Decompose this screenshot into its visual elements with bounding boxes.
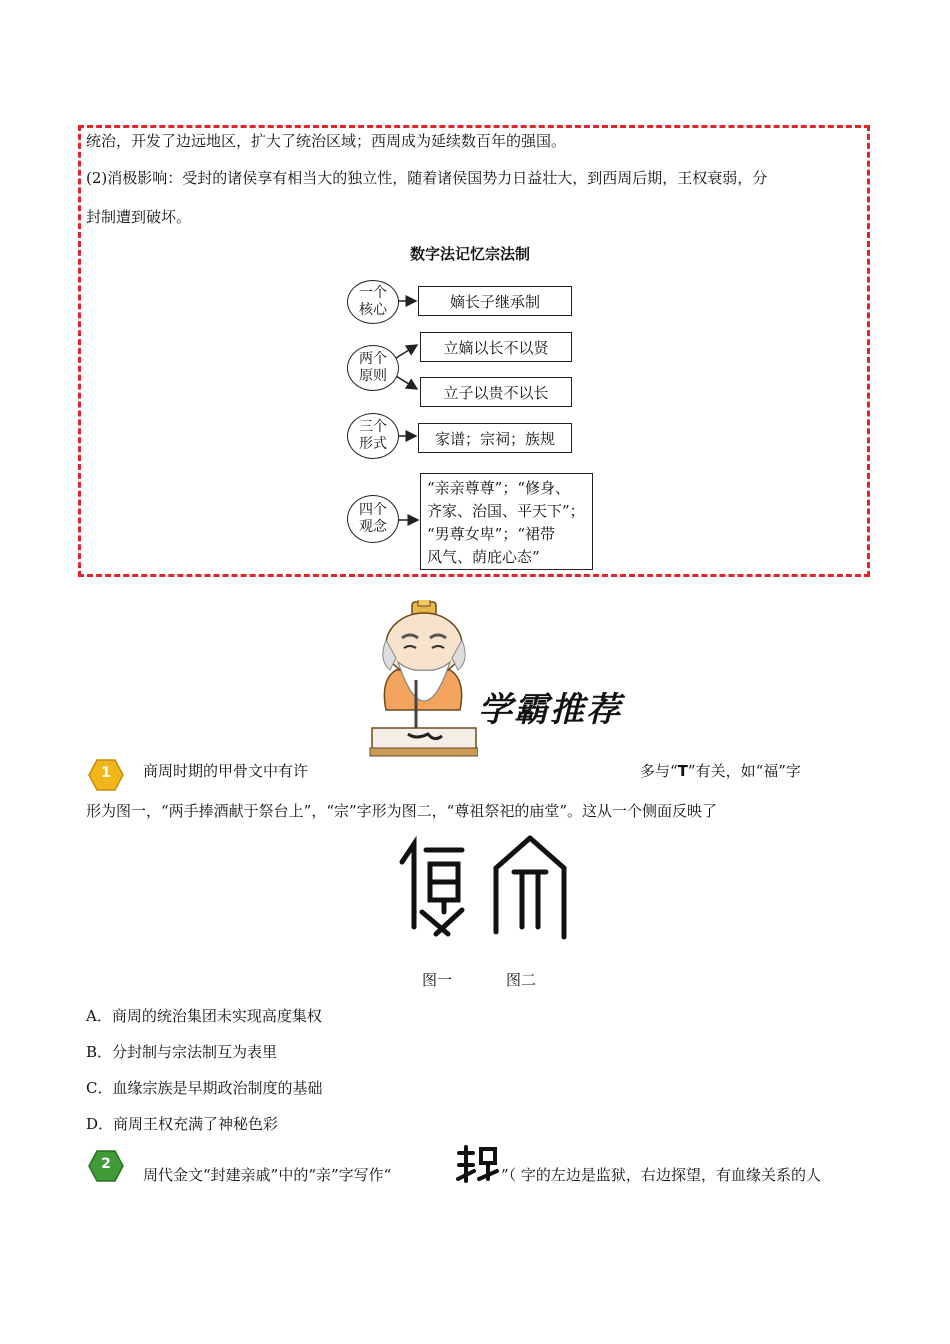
group-label-forms-text: 三个 形式 bbox=[359, 419, 387, 452]
q1-text-a: 商周时期的甲骨文中有许 bbox=[143, 762, 309, 780]
bronze-char-glyph bbox=[455, 1145, 501, 1183]
figure-2-caption: 图二 bbox=[506, 971, 537, 989]
item-box: 立子以贵不以长 bbox=[420, 377, 572, 407]
concept-line: “男尊女卑”；“裙带 bbox=[427, 525, 556, 543]
oracle-figure-1 bbox=[392, 832, 482, 942]
item-box: 立嫡以长不以贤 bbox=[420, 332, 572, 362]
figure-1-caption: 图一 bbox=[422, 971, 453, 989]
q1-text-line2: 形为图一，“两手捧酒献于祭台上”，“宗”字形为图二，“尊祖祭祀的庙堂”。这从一个侧面反映了 bbox=[86, 802, 718, 820]
concept-line: 齐家、治国、平天下”； bbox=[427, 502, 585, 520]
group-label-principles bbox=[347, 345, 399, 391]
group-label-core bbox=[347, 280, 399, 324]
item-box: 嫡长子继承制 bbox=[418, 286, 572, 316]
option-d[interactable]: D．商周王权充满了神秘色彩 bbox=[86, 1115, 279, 1133]
option-a[interactable]: A．商周的统治集团未实现高度集权 bbox=[86, 1007, 322, 1025]
group-label-core-text: 一个 核心 bbox=[359, 285, 387, 318]
concept-line: “亲亲尊尊”；“修身、 bbox=[427, 479, 571, 497]
q2-text-a: 周代金文“封建亲戚”中的“亲”字写作“ bbox=[143, 1166, 392, 1184]
group-label-principles-text: 两个 原则 bbox=[359, 351, 387, 384]
concept-line: 风气、荫庇心态” bbox=[427, 548, 540, 566]
group-label-concepts bbox=[347, 495, 399, 543]
question-1-number: 1 bbox=[101, 765, 111, 781]
scholar-illustration bbox=[368, 600, 478, 758]
q1-text-b-2: ”有关，如“福”字 bbox=[687, 762, 801, 780]
text-line-1: 统治，开发了边远地区，扩大了统治区域；西周成为延续数百年的强国。 bbox=[86, 132, 567, 150]
oracle-figure-2 bbox=[490, 832, 570, 942]
concepts-box bbox=[420, 473, 593, 570]
banner-text: 学霸推荐 bbox=[478, 690, 622, 730]
q1-special-char: T bbox=[677, 762, 688, 780]
group-label-forms bbox=[347, 413, 399, 459]
text-line-3: 封制遭到破坏。 bbox=[86, 208, 192, 226]
group-label-concepts-text: 四个 观念 bbox=[359, 502, 387, 535]
option-b[interactable]: B．分封制与宗法制互为表里 bbox=[86, 1043, 278, 1061]
question-2-number: 2 bbox=[101, 1156, 111, 1172]
q1-text-b bbox=[640, 760, 801, 781]
q2-text-b: ”（ 字的左边是监狱，右边探望，有血缘关系的人 bbox=[501, 1166, 821, 1184]
text-line-2: (2)消极影响：受封的诸侯享有相当大的独立性，随着诸侯国势力日益壮大，到西周后期，王权衰弱，分 bbox=[86, 169, 768, 187]
q1-text-b-1: 多与“ bbox=[640, 762, 678, 780]
option-c[interactable]: C．血缘宗族是早期政治制度的基础 bbox=[86, 1079, 323, 1097]
diagram-title: 数字法记忆宗法制 bbox=[409, 245, 530, 263]
item-box: 家谱；宗祠；族规 bbox=[418, 423, 572, 453]
